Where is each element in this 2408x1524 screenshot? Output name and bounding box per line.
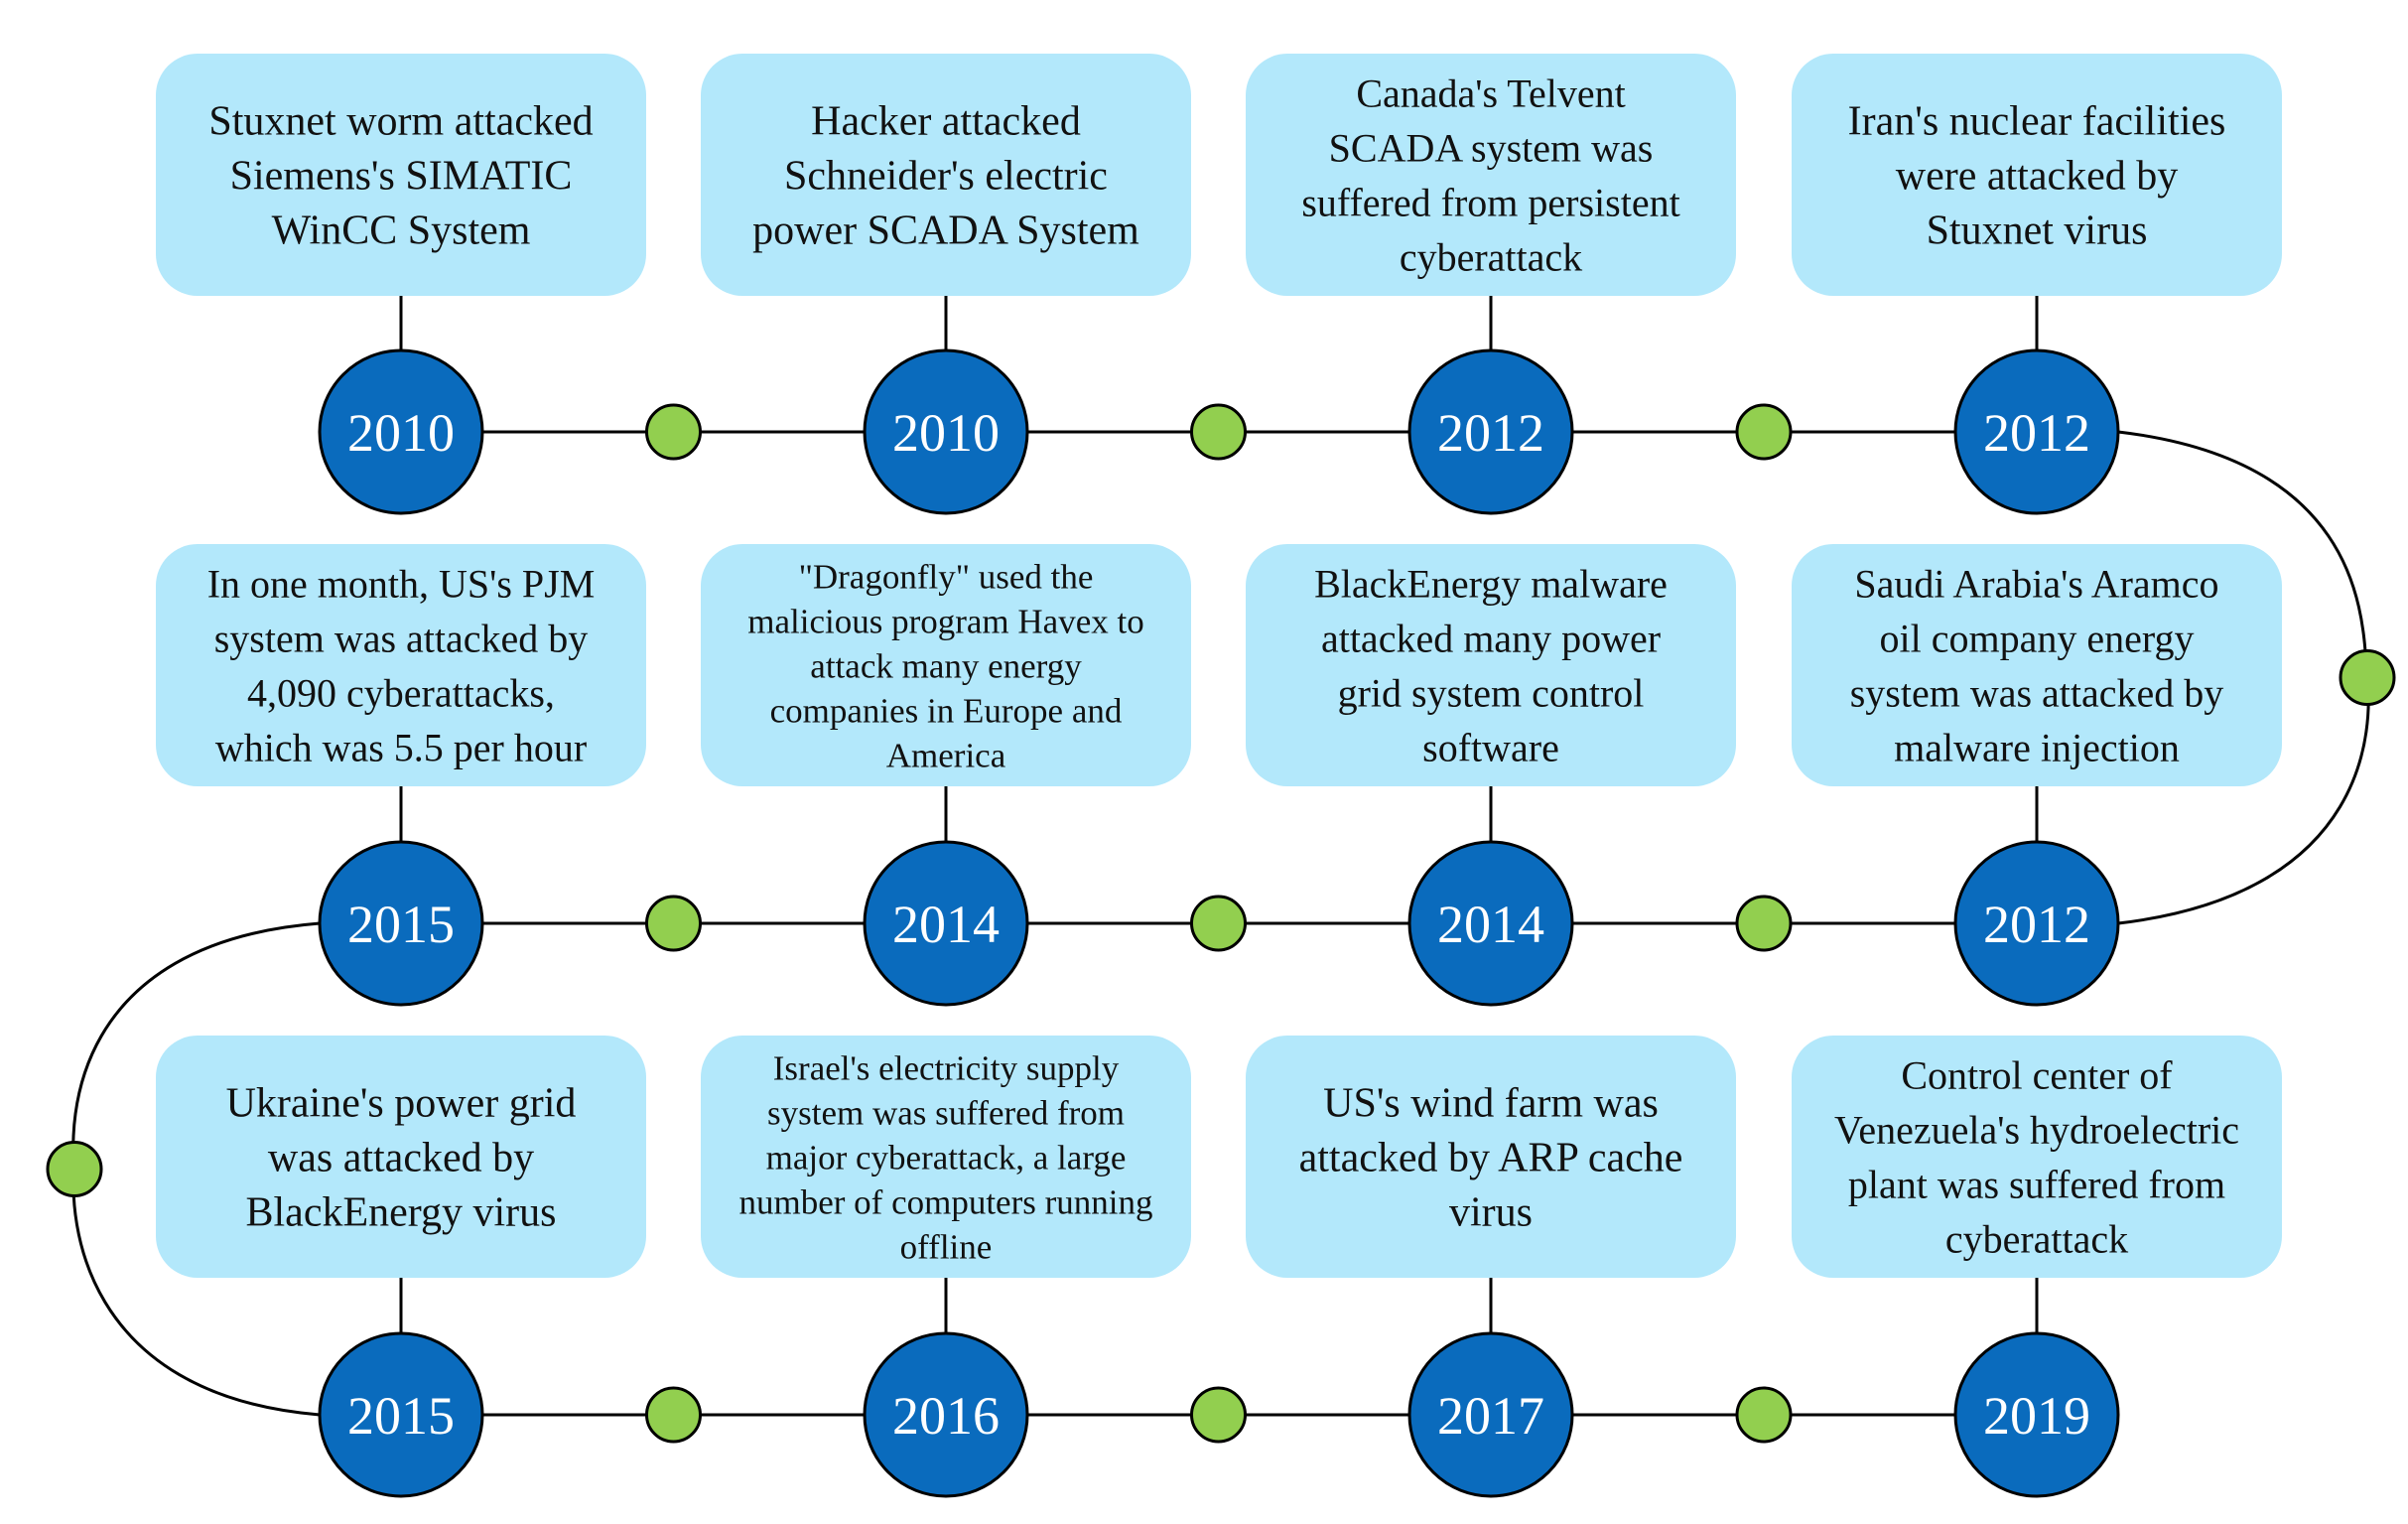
- event-text-line: SCADA system was: [1328, 125, 1654, 171]
- year-node: [320, 350, 482, 513]
- event-card: [1792, 1036, 2282, 1278]
- year-node: [1409, 1333, 1572, 1496]
- event-text-line: Iran's nuclear facilities: [1847, 98, 2226, 145]
- event-text-line: virus: [1449, 1189, 1533, 1236]
- year-node: [865, 1333, 1027, 1496]
- event-text-line: cyberattack: [1944, 1216, 2129, 1262]
- event-text-line: system was attacked by: [1849, 670, 2224, 716]
- event-text-line: companies in Europe and: [769, 691, 1123, 731]
- event-text-line: WinCC System: [271, 208, 531, 254]
- year-node: [320, 1333, 482, 1496]
- year-label: 2015: [347, 1386, 455, 1446]
- event-card: [156, 54, 646, 296]
- event-cards-layer: [156, 54, 2282, 1278]
- event-text-line: Stuxnet virus: [1926, 208, 2148, 254]
- event-card: [1246, 54, 1736, 296]
- event-text-line: suffered from persistent: [1301, 180, 1680, 225]
- year-label: 2012: [1437, 403, 1544, 463]
- year-node: [1955, 1333, 2118, 1496]
- connector-dot: [1192, 1388, 1246, 1442]
- year-label: 2010: [892, 403, 1000, 463]
- event-text-line: system was attacked by: [213, 616, 589, 661]
- event-text-line: In one month, US's PJM: [206, 561, 596, 607]
- year-node: [1955, 842, 2118, 1005]
- event-text-line: Ukraine's power grid: [225, 1080, 577, 1127]
- event-text-line: malware injection: [1894, 725, 2180, 770]
- event-text-line: Schneider's electric: [784, 153, 1108, 200]
- event-text-line: software: [1422, 725, 1559, 770]
- year-label: 2014: [892, 895, 1000, 954]
- event-text-line: Israel's electricity supply: [772, 1048, 1120, 1088]
- year-label: 2012: [1983, 403, 2090, 463]
- event-card: [156, 544, 646, 786]
- event-text-line: attack many energy: [810, 646, 1082, 686]
- connector-dot: [2341, 651, 2394, 705]
- year-node: [865, 350, 1027, 513]
- event-text-line: power SCADA System: [752, 208, 1139, 254]
- event-text-line: number of computers running: [738, 1182, 1153, 1222]
- year-label: 2019: [1983, 1386, 2090, 1446]
- event-card: [1246, 1036, 1736, 1278]
- event-text-line: attacked many power: [1320, 616, 1662, 661]
- event-text-line: 4,090 cyberattacks,: [247, 670, 555, 716]
- year-label: 2010: [347, 403, 455, 463]
- year-label: 2014: [1437, 895, 1544, 954]
- event-text-line: "Dragonfly" used the: [798, 557, 1094, 597]
- year-node: [865, 842, 1027, 1005]
- event-text-line: was attacked by: [267, 1135, 535, 1181]
- year-label: 2017: [1437, 1386, 1544, 1446]
- event-card: [1246, 544, 1736, 786]
- event-card: [1792, 54, 2282, 296]
- event-text-line: grid system control: [1337, 670, 1645, 716]
- year-node: [1955, 350, 2118, 513]
- event-text-line: BlackEnergy malware: [1314, 561, 1668, 607]
- event-card: [701, 544, 1191, 786]
- connector-dot: [1737, 897, 1791, 950]
- connector-dot: [1192, 405, 1246, 459]
- year-node: [320, 842, 482, 1005]
- event-text-line: malicious program Havex to: [747, 602, 1144, 641]
- event-text-line: which was 5.5 per hour: [214, 725, 588, 770]
- event-text-line: Control center of: [1901, 1052, 2173, 1098]
- event-text-line: America: [885, 736, 1006, 775]
- connector-dot: [647, 405, 701, 459]
- connector-dot: [1192, 897, 1246, 950]
- event-text-line: Siemens's SIMATIC: [229, 153, 573, 200]
- event-text-line: system was suffered from: [767, 1093, 1125, 1133]
- connector-dot: [48, 1143, 101, 1196]
- event-text-line: Venezuela's hydroelectric: [1833, 1107, 2240, 1153]
- event-text-line: attacked by ARP cache: [1298, 1135, 1683, 1181]
- event-text-line: Stuxnet worm attacked: [208, 98, 594, 145]
- event-card: [156, 1036, 646, 1278]
- year-node: [1409, 350, 1572, 513]
- year-label: 2016: [892, 1386, 1000, 1446]
- connector-dot: [647, 897, 701, 950]
- connector-dot: [647, 1388, 701, 1442]
- connector-dot: [1737, 405, 1791, 459]
- year-label: 2015: [347, 895, 455, 954]
- event-text-line: Saudi Arabia's Aramco: [1854, 561, 2219, 607]
- event-card: [701, 54, 1191, 296]
- event-text-line: plant was suffered from: [1847, 1162, 2226, 1207]
- event-text-line: cyberattack: [1399, 234, 1583, 280]
- event-text-line: oil company energy: [1879, 616, 2195, 661]
- year-node: [1409, 842, 1572, 1005]
- event-text-line: major cyberattack, a large: [765, 1138, 1127, 1178]
- event-text-line: US's wind farm was: [1323, 1080, 1659, 1127]
- event-card: [1792, 544, 2282, 786]
- connector-dot: [1737, 1388, 1791, 1442]
- event-card: [701, 1036, 1191, 1278]
- event-text-line: Canada's Telvent: [1356, 70, 1626, 116]
- year-label: 2012: [1983, 895, 2090, 954]
- event-text-line: Hacker attacked: [811, 98, 1081, 145]
- event-text-line: BlackEnergy virus: [245, 1189, 557, 1236]
- event-text-line: were attacked by: [1895, 153, 2179, 200]
- event-text-line: offline: [899, 1227, 993, 1267]
